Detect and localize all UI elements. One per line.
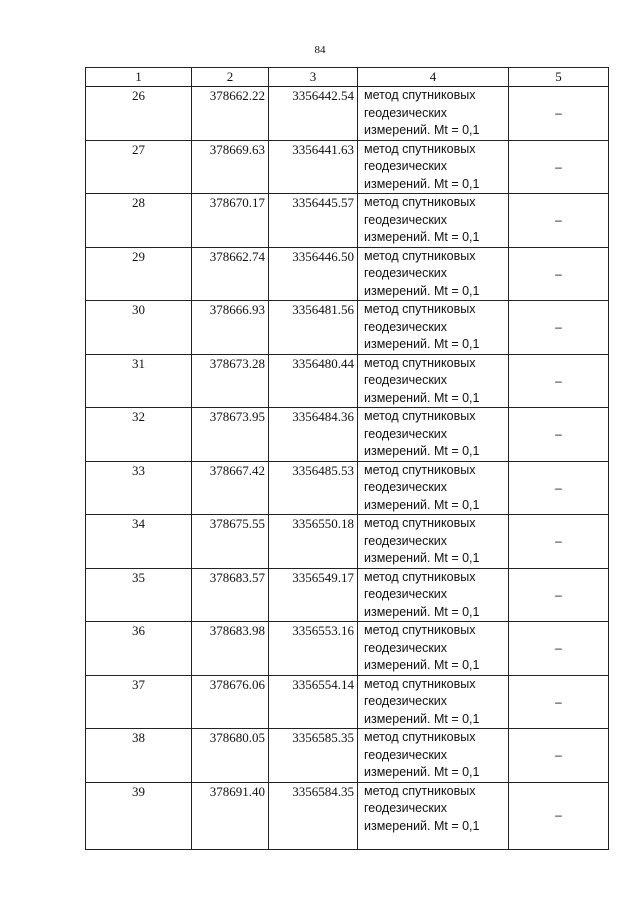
- table-row: [86, 515, 609, 569]
- method-line: геодезических: [364, 105, 448, 120]
- method-line: геодезических: [364, 212, 448, 227]
- method-line: геодезических: [364, 426, 448, 441]
- method-line: метод спутниковых: [364, 569, 476, 584]
- note-dash: –: [555, 159, 562, 174]
- method-line: измерений. Mt = 0,1: [364, 765, 480, 779]
- method-cell: [358, 515, 509, 569]
- table-header-row: [86, 68, 609, 87]
- note-cell: [509, 568, 609, 622]
- method-line: измерений. Mt = 0,1: [364, 658, 480, 672]
- table-row: [86, 729, 609, 783]
- note-dash: –: [555, 748, 562, 762]
- table-row: [86, 622, 609, 676]
- method-cell: [358, 140, 509, 194]
- method-line: метод спутниковых: [364, 462, 476, 477]
- method-line: геодезических: [364, 159, 448, 173]
- method-line: метод спутниковых: [364, 88, 476, 102]
- method-line: метод спутниковых: [364, 783, 476, 798]
- method-line: метод спутниковых: [364, 355, 476, 370]
- point-number-cell: 30: [86, 301, 192, 355]
- column-header-3: 3: [269, 68, 358, 87]
- table-row: [86, 782, 609, 849]
- note-dash: –: [555, 694, 562, 709]
- method-line: геодезических: [364, 480, 448, 494]
- note-dash: –: [555, 534, 562, 548]
- note-cell: [509, 622, 609, 676]
- column-header-5: 5: [509, 68, 609, 87]
- method-line: измерений. Mt = 0,1: [364, 444, 480, 458]
- coordinates-table: [85, 67, 609, 850]
- point-number-cell: 39: [86, 782, 192, 849]
- method-cell: [358, 354, 509, 408]
- method-line: измерений. Mt = 0,1: [364, 176, 480, 191]
- y-coordinate-cell: 3356584.35: [269, 782, 358, 849]
- table-row: [86, 461, 609, 515]
- x-coordinate-cell: 378673.28: [192, 354, 269, 408]
- y-coordinate-cell: 3356485.53: [269, 461, 358, 515]
- method-cell: [358, 194, 509, 248]
- note-dash: –: [555, 266, 562, 281]
- column-header-1: 1: [86, 68, 192, 87]
- point-number-cell: 37: [86, 675, 192, 729]
- note-dash: –: [555, 373, 562, 388]
- method-line: измерений. Mt = 0,1: [364, 818, 480, 833]
- page-number: 84: [314, 44, 326, 56]
- point-number-cell: 36: [86, 622, 192, 676]
- method-line: геодезических: [364, 694, 448, 708]
- note-dash: –: [555, 480, 562, 495]
- method-line: метод спутниковых: [364, 730, 476, 744]
- x-coordinate-cell: 378666.93: [192, 301, 269, 355]
- method-line: метод спутниковых: [364, 676, 476, 691]
- method-line: метод спутниковых: [364, 141, 476, 156]
- method-line: геодезических: [364, 533, 448, 548]
- column-header-2: 2: [192, 68, 269, 87]
- point-number-cell: 28: [86, 194, 192, 248]
- note-cell: [509, 515, 609, 569]
- x-coordinate-cell: 378675.55: [192, 515, 269, 569]
- y-coordinate-cell: 3356484.36: [269, 408, 358, 462]
- method-cell: [358, 408, 509, 462]
- y-coordinate-cell: 3356550.18: [269, 515, 358, 569]
- y-coordinate-cell: 3356481.56: [269, 301, 358, 355]
- x-coordinate-cell: 378669.63: [192, 140, 269, 194]
- method-line: метод спутниковых: [364, 195, 476, 209]
- y-coordinate-cell: 3356446.50: [269, 247, 358, 301]
- point-number-cell: 27: [86, 140, 192, 194]
- method-cell: [358, 568, 509, 622]
- x-coordinate-cell: 378662.22: [192, 87, 269, 141]
- point-number-cell: 31: [86, 354, 192, 408]
- x-coordinate-cell: 378680.05: [192, 729, 269, 783]
- note-cell: [509, 354, 609, 408]
- y-coordinate-cell: 3356549.17: [269, 568, 358, 622]
- table-row: [86, 568, 609, 622]
- column-header-4: 4: [358, 68, 509, 87]
- note-cell: [509, 729, 609, 783]
- method-line: измерений. Mt = 0,1: [364, 230, 480, 244]
- method-cell: [358, 87, 509, 141]
- table-row: [86, 247, 609, 301]
- table-row: [86, 354, 609, 408]
- note-cell: [509, 140, 609, 194]
- x-coordinate-cell: 378691.40: [192, 782, 269, 849]
- method-line: геодезических: [364, 373, 448, 387]
- note-dash: –: [555, 641, 562, 655]
- x-coordinate-cell: 378662.74: [192, 247, 269, 301]
- method-line: измерений. Mt = 0,1: [364, 283, 480, 298]
- table-row: [86, 87, 609, 141]
- note-dash: –: [555, 587, 562, 602]
- x-coordinate-cell: 378683.57: [192, 568, 269, 622]
- method-cell: [358, 461, 509, 515]
- method-line: геодезических: [364, 640, 448, 655]
- note-dash: –: [555, 213, 562, 227]
- y-coordinate-cell: 3356441.63: [269, 140, 358, 194]
- note-dash: –: [555, 106, 562, 120]
- method-line: метод спутниковых: [364, 516, 476, 530]
- method-line: измерений. Mt = 0,1: [364, 123, 480, 137]
- method-cell: [358, 301, 509, 355]
- note-cell: [509, 194, 609, 248]
- note-dash: –: [555, 320, 562, 334]
- point-number-cell: 32: [86, 408, 192, 462]
- point-number-cell: 34: [86, 515, 192, 569]
- note-cell: [509, 408, 609, 462]
- x-coordinate-cell: 378670.17: [192, 194, 269, 248]
- point-number-cell: 35: [86, 568, 192, 622]
- point-number-cell: 26: [86, 87, 192, 141]
- note-dash: –: [555, 427, 562, 441]
- method-line: измерений. Mt = 0,1: [364, 497, 480, 512]
- method-line: геодезических: [364, 747, 448, 762]
- note-dash: –: [555, 808, 562, 823]
- method-cell: [358, 729, 509, 783]
- x-coordinate-cell: 378673.95: [192, 408, 269, 462]
- x-coordinate-cell: 378667.42: [192, 461, 269, 515]
- method-cell: [358, 782, 509, 849]
- note-cell: [509, 247, 609, 301]
- x-coordinate-cell: 378676.06: [192, 675, 269, 729]
- method-line: геодезических: [364, 801, 448, 815]
- method-line: метод спутниковых: [364, 409, 476, 423]
- table-row: [86, 140, 609, 194]
- y-coordinate-cell: 3356553.16: [269, 622, 358, 676]
- method-line: геодезических: [364, 319, 448, 334]
- method-cell: [358, 622, 509, 676]
- note-cell: [509, 675, 609, 729]
- note-cell: [509, 87, 609, 141]
- y-coordinate-cell: 3356442.54: [269, 87, 358, 141]
- method-line: метод спутниковых: [364, 623, 476, 637]
- method-line: метод спутниковых: [364, 302, 476, 316]
- method-line: измерений. Mt = 0,1: [364, 551, 480, 565]
- method-cell: [358, 675, 509, 729]
- point-number-cell: 38: [86, 729, 192, 783]
- y-coordinate-cell: 3356585.35: [269, 729, 358, 783]
- method-line: геодезических: [364, 587, 448, 601]
- method-line: геодезических: [364, 266, 448, 280]
- y-coordinate-cell: 3356554.14: [269, 675, 358, 729]
- method-line: измерений. Mt = 0,1: [364, 337, 480, 351]
- x-coordinate-cell: 378683.98: [192, 622, 269, 676]
- method-cell: [358, 247, 509, 301]
- method-line: метод спутниковых: [364, 248, 476, 263]
- y-coordinate-cell: 3356445.57: [269, 194, 358, 248]
- method-line: измерений. Mt = 0,1: [364, 711, 480, 726]
- table-row: [86, 194, 609, 248]
- point-number-cell: 33: [86, 461, 192, 515]
- table-row: [86, 408, 609, 462]
- table-row: [86, 675, 609, 729]
- note-cell: [509, 461, 609, 515]
- y-coordinate-cell: 3356480.44: [269, 354, 358, 408]
- note-cell: [509, 301, 609, 355]
- table-row: [86, 301, 609, 355]
- method-line: измерений. Mt = 0,1: [364, 604, 480, 619]
- method-line: измерений. Mt = 0,1: [364, 390, 480, 405]
- point-number-cell: 29: [86, 247, 192, 301]
- note-cell: [509, 782, 609, 849]
